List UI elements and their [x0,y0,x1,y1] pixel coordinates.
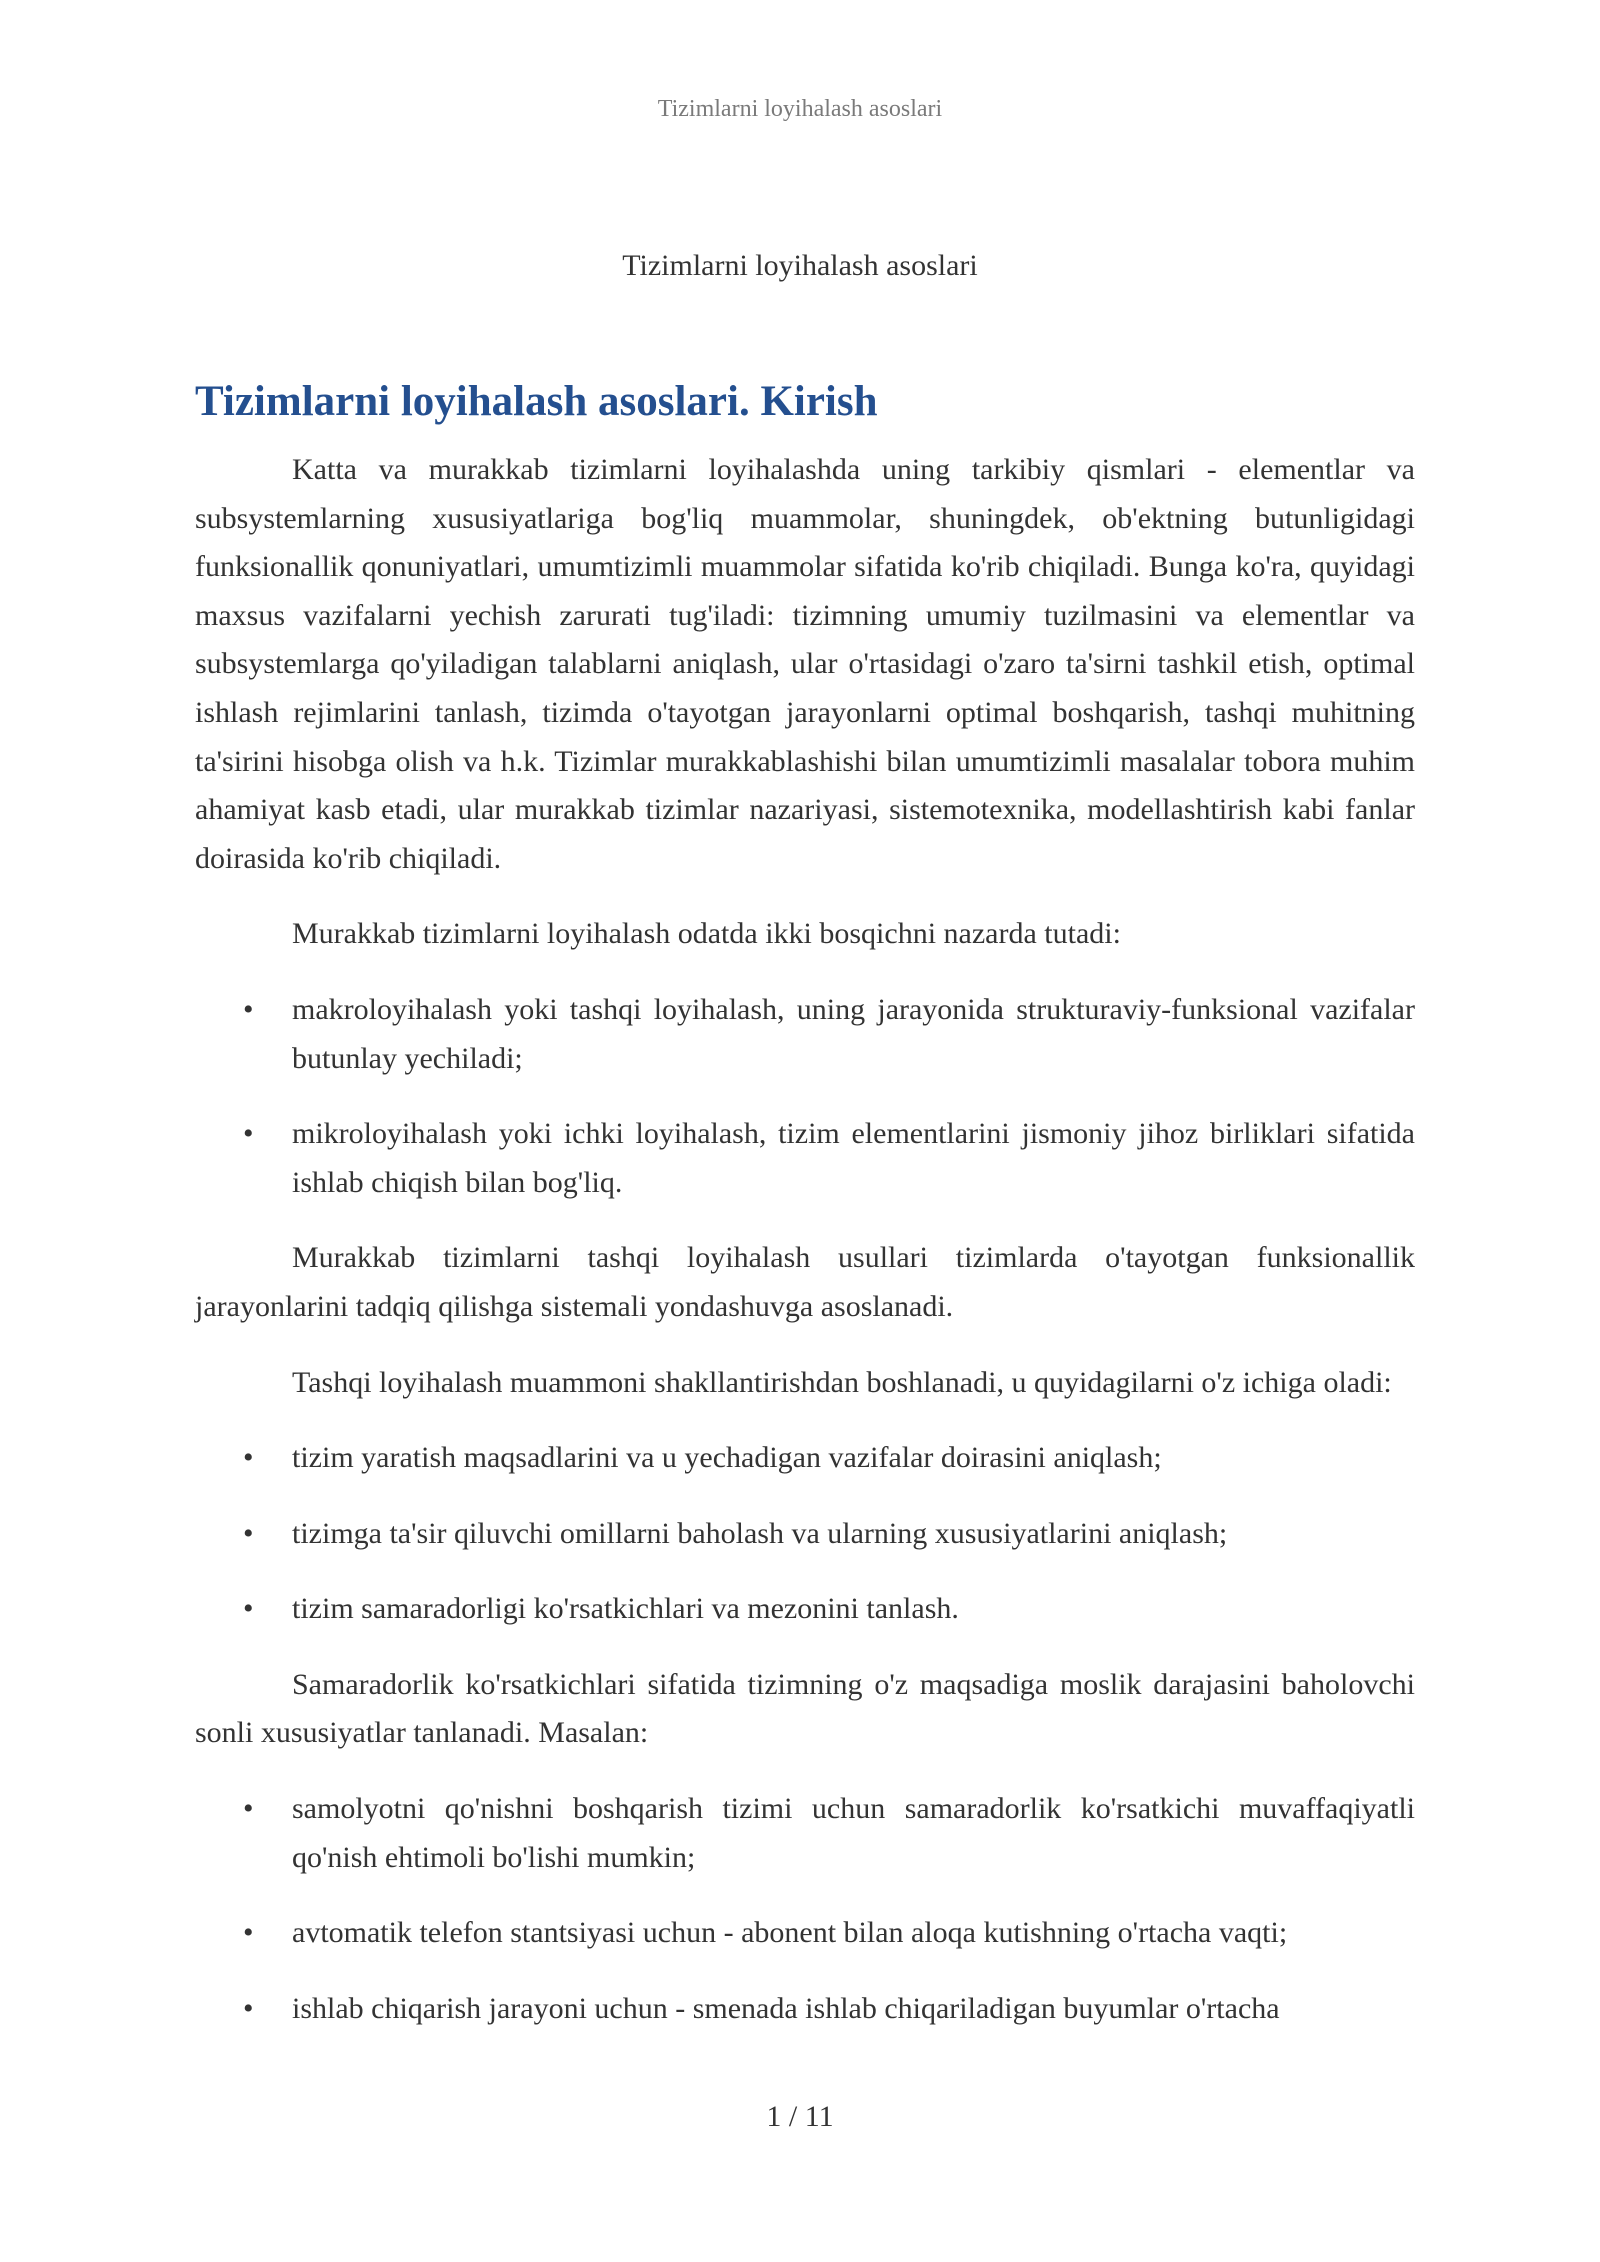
bullet-icon: • [243,1916,254,1950]
list-item [195,1985,1415,2034]
list-item-text: tizimga ta'sir qiluvchi omillarni baholash va ularning xususiyatlarini aniqlash; [292,1516,1228,1550]
paragraph: Katta va murakkab tizimlarni loyihalashda uning tarkibiy qismlari - elementlar va subsystemlarning xususiyatlariga bog'liq muammolar, shuningdek, ob'ektning butunligidagi funksionallik qonuniyatlari, umumtizimli muammolar sifatida ko'rib chiqiladi. Bunga ko'ra, quyidagi maxsus vazifalarni yechish zarurati tug'iladi: tizimning umumiy tuzilmasini va elementlar va subsystemlarga qo'yiladigan talablarni aniqlash, ular o'rtasidagi o'zaro ta'sirni tashkil etish, optimal ishlash rejimlarini tanlash, tizimda o'tayotgan jarayonlarni optimal boshqarish, tashqi muhitning ta'sirini hisobga olish va h.k. Tizimlar murakkablashishi bilan umumtizimli masalalar tobora muhim ahamiyat kasb etadi, ular murakkab tizimlar nazariyasi, sistemotexnika, modellashtirish kabi fanlar doirasida ko'rib chiqiladi. [195,453,1415,875]
list-item [195,1909,1415,1958]
list-item-text: samolyotni qo'nishni boshqarish tizimi uchun samaradorlik ko'rsatkichi muvaffaqiyatli qo'nish ehtimoli bo'lishi mumkin; [292,1792,1415,1874]
bullet-list [195,1785,1415,2033]
document-title: Tizimlarni loyihalash asoslari [622,249,978,282]
list-item-text: ishlab chiqarish jarayoni uchun - smenada ishlab chiqariladigan buyumlar o'rtacha [292,1991,1280,2025]
list-item [195,986,1415,1083]
list-item-text: makroloyihalash yoki tashqi loyihalash, uning jarayonida strukturaviy-funksional vazifalar butunlay yechiladi; [292,992,1415,1075]
bullet-icon: • [243,1592,254,1626]
paragraph: Tashqi loyihalash muammoni shakllantirishdan boshlanadi, u quyidagilarni o'z ichiga oladi: [292,1365,1392,1399]
list-item-text: tizim samaradorligi ko'rsatkichlari va mezonini tanlash. [292,1592,959,1626]
paragraph: Murakkab tizimlarni loyihalash odatda ikki bosqichni nazarda tutadi: [292,917,1121,951]
bullet-list [195,1434,1415,1634]
list-item-text: avtomatik telefon stantsiyasi uchun - abonent bilan aloqa kutishning o'rtacha vaqti; [292,1916,1288,1950]
section-heading: Tizimlarni loyihalash asoslari. Kirish [195,378,878,425]
paragraph: Murakkab tizimlarni tashqi loyihalash usullari tizimlarda o'tayotgan funksionallik jarayonlarini tadqiq qilishga sistemali yondashuvga asoslanadi. [195,1241,1415,1323]
list-item [195,1110,1415,1207]
bullet-icon: • [243,1441,254,1475]
page-number: 1 / 11 [766,2100,834,2133]
bullet-list [195,986,1415,1207]
list-item [195,1585,1415,1634]
list-item [195,1434,1415,1483]
paragraph: Samaradorlik ko'rsatkichlari sifatida tizimning o'z maqsadiga moslik darajasini baholovchi sonli xususiyatlar tanlanadi. Masalan: [195,1667,1415,1750]
bullet-icon: • [243,1516,254,1550]
bullet-icon: • [243,1792,254,1826]
list-item [195,1785,1415,1882]
list-item-text: mikroloyihalash yoki ichki loyihalash, tizim elementlarini jismoniy jihoz birliklari sifatida ishlab chiqish bilan bog'liq. [292,1117,1415,1199]
document-body [195,370,1415,2060]
list-item [195,1510,1415,1559]
bullet-icon: • [243,1991,254,2025]
list-item-text: tizim yaratish maqsadlarini va u yechadigan vazifalar doirasini aniqlash; [292,1441,1162,1475]
bullet-icon: • [243,992,254,1026]
running-header: Tizimlarni loyihalash asoslari [657,96,943,122]
bullet-icon: • [243,1117,254,1151]
